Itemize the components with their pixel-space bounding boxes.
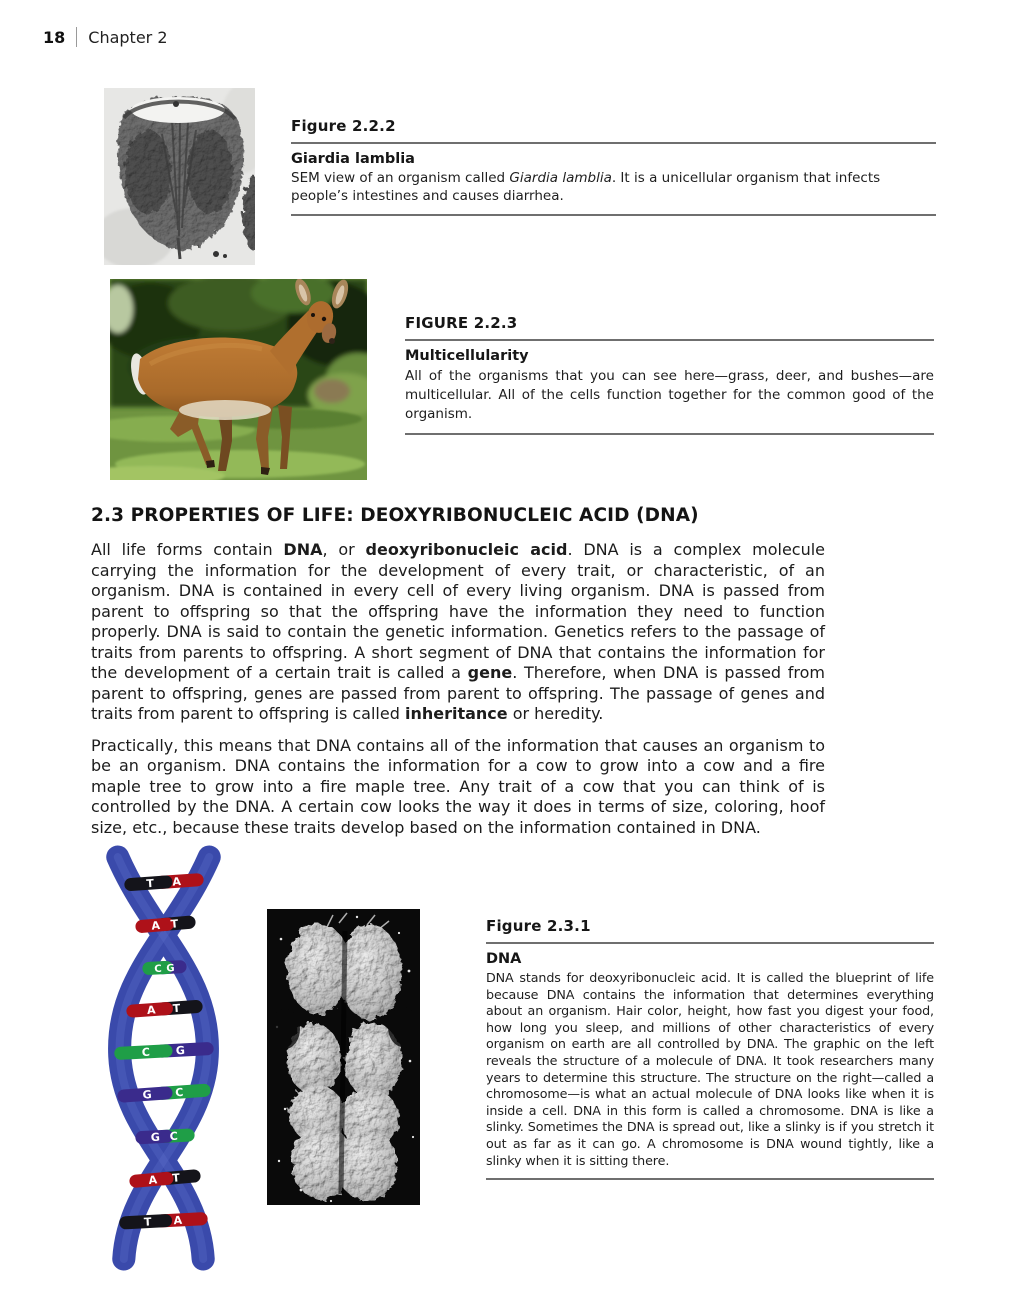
chapter-title: Chapter 2 <box>88 27 168 47</box>
svg-text:G: G <box>150 1130 161 1145</box>
figure-2-2-2-caption <box>291 117 936 216</box>
caption-rule <box>405 433 934 435</box>
caption-rule <box>291 214 936 216</box>
figure-title: Multicellularity <box>405 348 529 364</box>
figure-label: Figure 2.3.1 <box>486 917 591 935</box>
section-2-3 <box>91 505 825 849</box>
svg-text:A: A <box>171 875 182 889</box>
svg-text:A: A <box>173 1213 183 1228</box>
svg-text:G: G <box>142 1088 153 1102</box>
page-header <box>43 27 168 47</box>
figure-caption-text: DNA stands for deoxyribonucleic acid. It is called the blueprint of life because DNA contains the information that determines everything about an organism. Hair color, height, how fast you digest your food, how long you sleep, and millions of other characteristics of every organism on earth are all controlled by DNA. The graphic on the left reveals the structure of a molecule of DNA. It took researchers many years to determine this structure. The structure on the right—called a chromosome—is what an actual molecule of DNA looks like when it is inside a cell. DNA in this form is called a chromosome. DNA is like a slinky. Sometimes the DNA is spread out, like a slinky is if you stretch it out as far as it can go. A chromosome is DNA wound tightly, like a slinky when it is sitting there. <box>486 970 934 1168</box>
caption-rule <box>291 142 936 144</box>
header-divider <box>76 27 77 47</box>
svg-text:A: A <box>150 918 161 933</box>
svg-text:C: C <box>154 963 163 976</box>
svg-text:A: A <box>148 1173 158 1187</box>
body-paragraph: All life forms contain DNA, or deoxyribonucleic acid. DNA is a complex molecule carrying the information for the development of every trait, or characteristic, of an organism. DNA is contained in every cell of every living organism. DNA is passed from parent to offspring so that the offspring have the information they need to function properly. DNA is said to contain the genetic information. Genetics refers to the passage of traits from parents to offspring. A short segment of DNA that contains the information for the development of a certain trait is called a gene. Therefore, when DNA is passed from parent to offspring, genes are passed from parent to offspring. The passage of genes and traits from parent to offspring is called inheritance or heredity. <box>91 540 826 723</box>
svg-text:T: T <box>170 917 179 931</box>
svg-text:T: T <box>171 1171 181 1185</box>
body-paragraph: Practically, this means that DNA contains all of the information that causes an organism to be an organism. DNA contains the information for a cow to grow into a cow and a fire maple tree to grow into a fire maple tree. Any trait of a cow that you can think of is controlled by the DNA. A certain cow looks the way it does in terms of size, coloring, hoof size, etc., because these traits develop based on the information contained in DNA. <box>91 735 825 837</box>
base-pair-rung <box>149 963 181 976</box>
svg-text:C: C <box>141 1045 151 1060</box>
svg-text:C: C <box>169 1129 179 1144</box>
caption-rule <box>486 942 934 944</box>
svg-text:T: T <box>145 876 155 891</box>
svg-text:G: G <box>175 1043 186 1058</box>
figure-label: Figure 2.2.2 <box>291 117 396 135</box>
caption-rule <box>486 1178 934 1180</box>
section-heading: 2.3 PROPERTIES OF LIFE: DEOXYRIBONUCLEIC ACID (DNA) <box>91 505 699 526</box>
chromosome-micrograph <box>267 909 420 1205</box>
base-pair-rung <box>121 1043 208 1061</box>
figure-caption-text: All of the organisms that you can see here—grass, deer, and bushes—are multicellular. All of the cells function together for the common good of the organism. <box>405 368 934 422</box>
caption-rule <box>405 339 934 341</box>
svg-text:C: C <box>174 1085 184 1100</box>
base-pair-rung <box>133 1001 197 1018</box>
svg-text:G: G <box>166 963 175 975</box>
svg-text:T: T <box>172 1001 181 1016</box>
figure-2-3-1-caption <box>486 917 934 1180</box>
figure-label: FIGURE 2.2.3 <box>405 314 518 332</box>
figure-title: Giardia lamblia <box>291 151 415 167</box>
svg-text:T: T <box>143 1215 152 1229</box>
dna-helix-illustration <box>96 845 234 1271</box>
giardia-sem-image <box>104 88 255 265</box>
svg-text:A: A <box>146 1003 156 1017</box>
page-number: 18 <box>43 27 66 47</box>
figure-2-2-3-caption <box>405 314 934 435</box>
deer-photo <box>110 279 367 480</box>
figure-caption-text: SEM view of an organism called Giardia lamblia. It is a unicellular organism that infects people’s intestines and causes diarrhea. <box>291 170 881 204</box>
figure-title: DNA <box>486 951 522 967</box>
